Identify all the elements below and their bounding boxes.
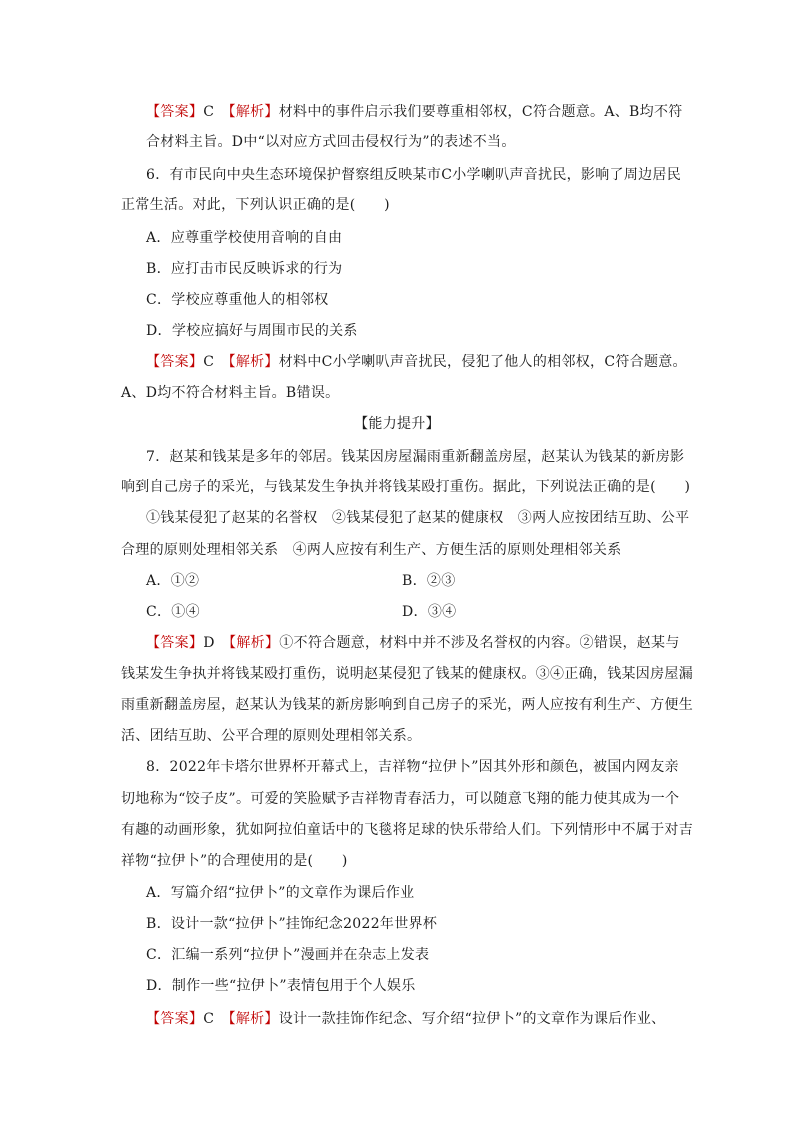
answer-line <box>146 102 683 122</box>
answer-tag: 【答案】 <box>146 354 204 370</box>
answer-value: D <box>203 635 215 651</box>
analysis-tag: 【解析】 <box>228 354 279 370</box>
answer-tag: 【答案】 <box>146 635 204 651</box>
question-7-option-d: D．③④ <box>402 604 457 620</box>
question-8-option-b: B．设计一款“拉伊卜”挂饰纪念2022年世界杯 <box>146 916 438 932</box>
analysis-text: ①不符合题意，材料中并不涉及名誉权的内容。②错误，赵某与 <box>279 635 680 651</box>
question-8-stem: 有趣的动画形象，犹如阿拉伯童话中的飞毯将足球的快乐带给人们。下列情形中不属于对吉 <box>121 822 693 838</box>
answer-line <box>146 1009 665 1029</box>
question-8-stem: 切地称为“饺子皮”。可爱的笑脸赋予吉祥物青春活力，可以随意飞翔的能力使其成为一个 <box>121 791 680 807</box>
question-7-statements: ①钱某侵犯了赵某的名誉权 ②钱某侵犯了赵某的健康权 ③两人应按团结互助、公平 <box>146 510 690 526</box>
question-7-statements: 合理的原则处理相邻关系 ④两人应按有利生产、方便生活的原则处理相邻关系 <box>121 542 622 558</box>
question-8-stem: 8．2022年卡塔尔世界杯开幕式上，吉祥物“拉伊卜”因其外形和颜色，被国内网友亲 <box>146 759 679 775</box>
analysis-tag: 【解析】 <box>229 635 280 651</box>
analysis-text: 合材料主旨。D中“以对应方式回击侵权行为”的表述不当。 <box>146 134 516 150</box>
analysis-text: 材料中的事件启示我们要尊重相邻权，C符合题意。A、B均不符 <box>278 104 683 120</box>
analysis-text: A、D均不符合材料主旨。B错误。 <box>121 385 340 401</box>
question-7-option-c: C．①④ <box>146 604 200 620</box>
question-8-option-a: A．写篇介绍“拉伊卜”的文章作为课后作业 <box>146 885 415 901</box>
answer-tag: 【答案】 <box>146 104 204 120</box>
question-6-option-a: A．应尊重学校使用音响的自由 <box>146 230 343 246</box>
question-7-stem: 响到自己房子的采光，与钱某发生争执并将钱某殴打重伤。据此，下列说法正确的是( ) <box>121 479 691 495</box>
question-6-option-b: B．应打击市民反映诉求的行为 <box>146 261 343 277</box>
analysis-text: 钱某发生争执并将钱某殴打重伤，说明赵某侵犯了钱某的健康权。③④正确，钱某因房屋漏 <box>121 666 693 682</box>
analysis-tag: 【解析】 <box>228 104 279 120</box>
question-6-option-d: D．学校应搞好与周围市民的关系 <box>146 323 358 339</box>
question-7-stem: 7．赵某和钱某是多年的邻居。钱某因房屋漏雨重新翻盖房屋，赵某认为钱某的新房影 <box>146 449 685 465</box>
answer-value: C <box>203 104 215 120</box>
analysis-tag: 【解析】 <box>228 1011 279 1027</box>
answer-tag: 【答案】 <box>146 1011 204 1027</box>
question-8-stem: 祥物“拉伊卜”的合理使用的是( ) <box>121 853 348 869</box>
question-8-option-d: D．制作一些“拉伊卜”表情包用于个人娱乐 <box>146 978 416 994</box>
question-6-stem: 6．有市民向中央生态环境保护督察组反映某市C小学喇叭声音扰民，影响了周边居民 <box>146 167 682 183</box>
answer-line <box>146 352 687 372</box>
answer-value: C <box>203 354 215 370</box>
question-6-option-c: C．学校应尊重他人的相邻权 <box>146 292 329 308</box>
question-6-stem: 正常生活。对此，下列认识正确的是( ) <box>121 197 390 213</box>
question-8-option-c: C．汇编一系列“拉伊卜”漫画并在杂志上发表 <box>146 947 430 963</box>
answer-value: C <box>203 1011 215 1027</box>
answer-line <box>146 633 680 653</box>
analysis-text: 活、团结互助、公平合理的原则处理相邻关系。 <box>121 728 422 744</box>
section-title: 【能力提升】 <box>354 416 440 432</box>
question-7-option-a: A．①② <box>146 573 200 589</box>
analysis-text: 材料中C小学喇叭声音扰民，侵犯了他人的相邻权，C符合题意。 <box>278 354 687 370</box>
question-7-option-b: B．②③ <box>402 573 456 589</box>
analysis-text: 设计一款挂饰作纪念、写介绍“拉伊卜”的文章作为课后作业、 <box>278 1011 666 1027</box>
analysis-text: 雨重新翻盖房屋，赵某认为钱某的新房影响到自己房子的采光，两人应按有利生产、方便生 <box>121 697 693 713</box>
